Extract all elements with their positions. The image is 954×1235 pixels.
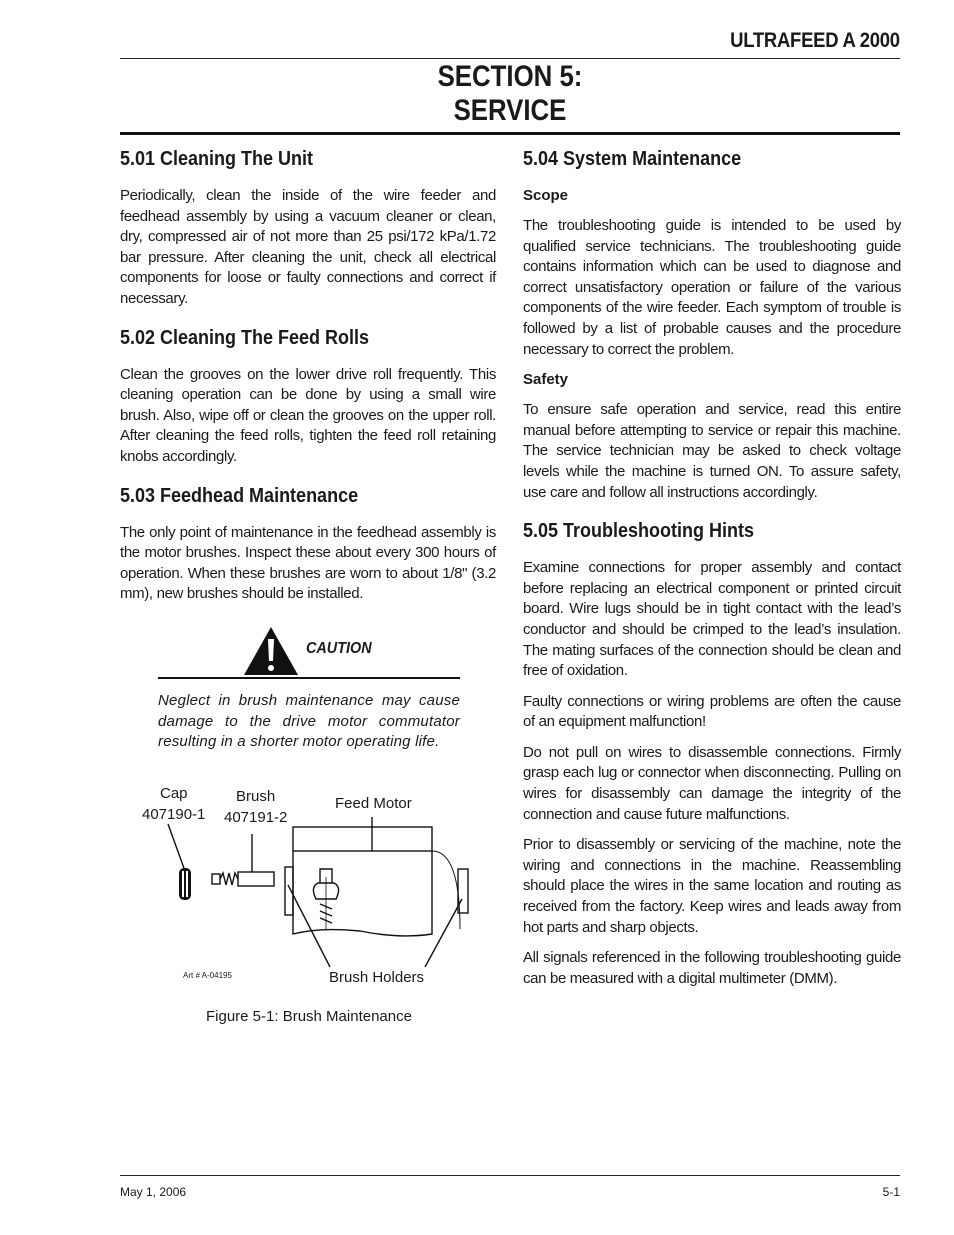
heading-5-02: 5.02 Cleaning The Feed Rolls	[120, 326, 370, 349]
caution-text: Neglect in brush maintenance may cause damage to the drive motor commutator resulting in a shorter motor operating life.	[158, 691, 460, 751]
heading-5-01: 5.01 Cleaning The Unit	[120, 148, 314, 170]
figure-label-brush-holders: Brush Holders	[329, 968, 425, 986]
figure-label-cap: Cap	[160, 784, 188, 802]
figure-label-feed-motor: Feed Motor	[335, 794, 412, 812]
subheading-safety: Safety	[523, 371, 569, 389]
paragraph-5-01: Periodically, clean the inside of the wire feeder and feedhead assembly by using a vacuum cleaner or clean, dry, compressed air of not more than 25 psi/172 kPa/1.72 bar pressure. After cleaning the unit, check all electrical components for loose or faulty connections and correct if necessary.	[120, 187, 496, 307]
figure-label-brush-part: 407191-2	[224, 808, 288, 826]
figure-label-brush: Brush	[236, 787, 276, 805]
paragraph-safety: To ensure safe operation and service, read this entire manual before attempting to service or repair this machine. The service technician may be asked to check voltage levels while the machine is turned ON. To assure safety, use care and follow all instructions accordingly.	[523, 401, 901, 501]
figure-caption: Figure 5-1: Brush Maintenance	[206, 1007, 412, 1025]
brush-motor-diagram	[120, 779, 496, 979]
header-rule	[120, 58, 900, 59]
brush-maintenance-figure	[120, 779, 496, 1049]
paragraph-hints-3: Do not pull on wires to disassemble connections. Firmly grasp each lug or connector when disconnecting. Pulling on wires for disassembly can damage the integrity of the connection and cause future malfunctions.	[523, 743, 901, 823]
warning-triangle-icon	[242, 625, 300, 677]
heading-5-04: 5.04 System Maintenance	[523, 148, 742, 170]
paragraph-scope: The troubleshooting guide is intended to be used by qualified service technicians. The troubleshooting guide contains information which can be used to diagnose and correct unsatisfactory operation or failure of the various components of the wire feeder. Each symptom of trouble is followed by a list of probable causes and the procedure necessary to correct the problem.	[523, 217, 901, 358]
paragraph-hints-2: Faulty connections or wiring problems are often the cause of an equipment malfunction!	[523, 692, 901, 731]
footer-rule	[120, 1175, 900, 1176]
caution-box	[158, 625, 460, 753]
section-rule	[120, 132, 900, 135]
caution-label: CAUTION	[306, 639, 372, 657]
heading-5-03: 5.03 Feedhead Maintenance	[120, 484, 359, 507]
paragraph-hints-1: Examine connections for proper assembly and contact before replacing an electrical component or printed circuit board. Wire lugs should be in tight contact with the lead’s conductor and should be crimped to the lead’s insulation. The mating surfaces of the connection should be clean and free of oxidation.	[523, 559, 901, 680]
footer-date: May 1, 2006	[120, 1185, 187, 1199]
document-header-title: ULTRAFEED A 2000	[730, 29, 900, 52]
section-title-line2: SERVICE	[453, 94, 567, 127]
heading-5-05: 5.05 Troubleshooting Hints	[523, 520, 755, 543]
section-title-line1: SECTION 5:	[437, 60, 583, 93]
paragraph-hints-4: Prior to disassembly or servicing of the machine, note the wiring and connections in the machine. Reassembling should place the wires in the same location and routing as received from the factory. Keep wires and leads away from hot parts and sharp objects.	[523, 836, 901, 936]
paragraph-5-03: The only point of maintenance in the feedhead assembly is the motor brushes. Inspect these about every 300 hours of operation. When these brushes are worn to about 1/8" (3.2 mm), new brushes should be installed.	[120, 523, 496, 603]
left-column	[120, 146, 496, 1049]
subheading-scope: Scope	[523, 187, 569, 204]
right-column	[523, 146, 901, 989]
figure-art-number: Art # A-04195	[183, 970, 232, 980]
paragraph-hints-5: All signals referenced in the following troubleshooting guide can be measured with a digital multimeter (DMM).	[523, 949, 901, 987]
footer-page-number: 5-1	[882, 1185, 900, 1199]
figure-label-cap-part: 407190-1	[142, 805, 206, 823]
caution-header	[158, 625, 460, 679]
paragraph-5-02: Clean the grooves on the lower drive roll frequently. This cleaning operation can be done by using a small wire brush. Also, wipe off or clean the grooves on the upper roll. After cleaning the feed rolls, tighten the feed roll retaining knobs accordingly.	[120, 365, 496, 465]
section-title	[175, 60, 846, 128]
